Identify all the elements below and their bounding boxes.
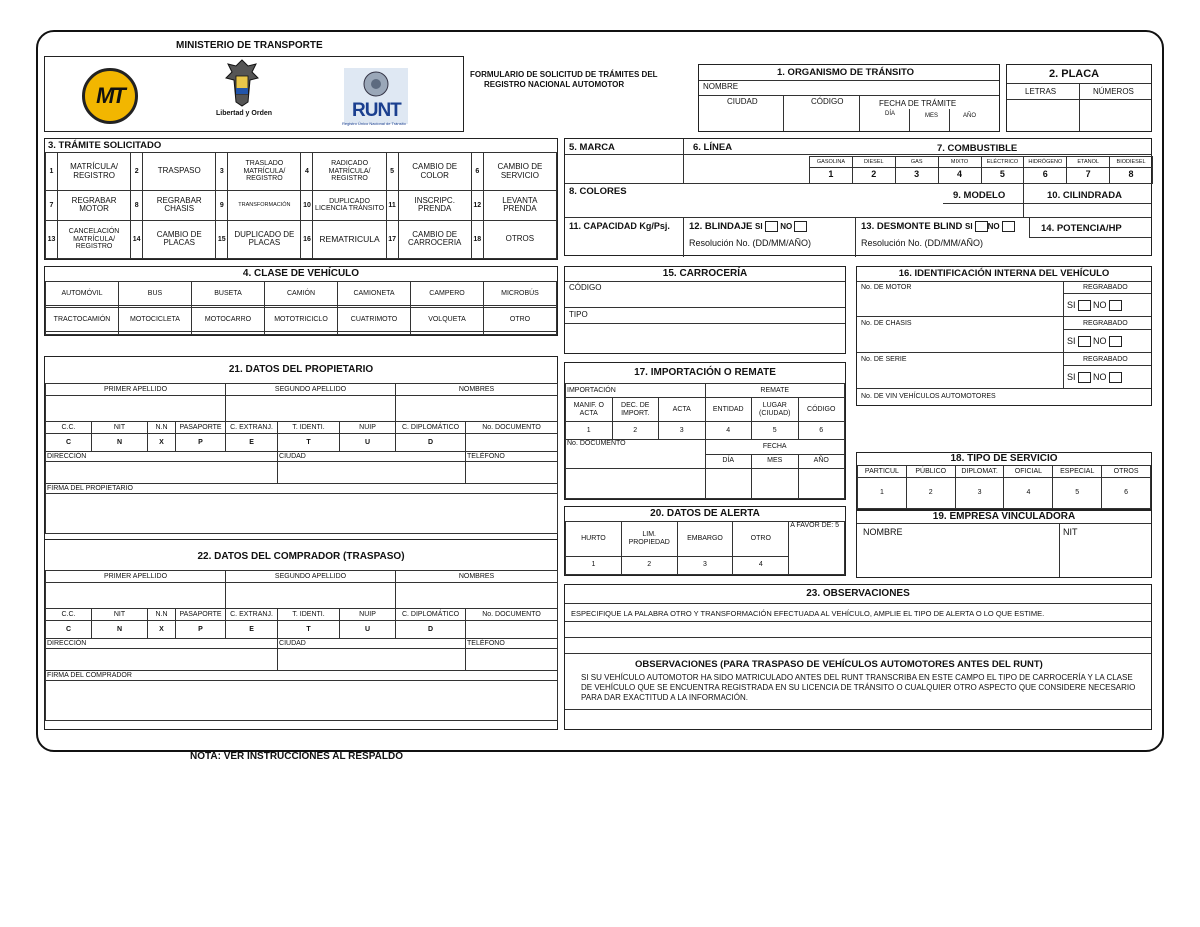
clase-cell[interactable]: [338, 332, 411, 335]
regrabado-options: SI NO: [1067, 372, 1122, 383]
observaciones-section: [564, 584, 1152, 730]
alerta-option[interactable]: 1: [566, 556, 622, 574]
tramite-option-label: CAMBIO DE PLACAS: [143, 220, 216, 258]
tramite-option-label: DUPLICADO DE PLACAS: [228, 220, 301, 258]
tramite-section: [44, 138, 558, 260]
doc-type-option[interactable]: E: [226, 434, 278, 452]
placa-section: [1006, 64, 1152, 132]
potencia-title: 14. POTENCIA/HP: [1041, 223, 1122, 234]
ident-label: No. DE SERIE: [861, 356, 907, 363]
clase-option[interactable]: CAMIONETA: [338, 282, 411, 306]
tramite-option-num[interactable]: 1: [46, 153, 58, 191]
clase-option[interactable]: CAMIÓN: [265, 282, 338, 306]
organismo-nombre-label: NOMBRE: [703, 82, 739, 91]
desmonte-no-checkbox[interactable]: [1002, 221, 1015, 232]
name-input-cell[interactable]: [396, 396, 558, 422]
importacion-option[interactable]: 6: [798, 422, 845, 440]
servicio-section: [856, 452, 1152, 510]
doc-number-cell[interactable]: [466, 621, 558, 639]
tramite-option-num[interactable]: 16: [301, 220, 313, 258]
regrabado-si-checkbox[interactable]: [1078, 300, 1091, 311]
tramite-option-num[interactable]: 15: [216, 220, 228, 258]
observaciones-instruccion: ESPECIFIQUE LA PALABRA OTRO Y TRANSFORMACIÓN EFECTUADA AL VEHÍCULO, AMPLIE EL TIPO DE ALERTA O LO QUE ESTIME.: [571, 609, 1045, 618]
alerta-title: 20. DATOS DE ALERTA: [565, 507, 845, 522]
observaciones-traspaso-text: SI SU VEHÍCULO AUTOMOTOR HA SIDO MATRICULADO ANTES DEL RUNT TRANSCRIBA EN ESTE CAMPO EL TIPO DE CARROCERÍA Y LA CLASE DE VEHÍCULO QUE SE ENCUENTRA REGISTRADA EN SU LICENCIA DE TRÁNSITO O CUALQUIER OTRO ASPECTO QUE CONSIDERE NECESARIO PARA DAR EXACTITUD A LA INFORMACIÓN.: [581, 673, 1136, 702]
clase-option[interactable]: VOLQUETA: [411, 308, 484, 332]
clase-cell[interactable]: [46, 332, 119, 335]
name-input-cell[interactable]: [226, 583, 396, 609]
servicio-type: OTROS: [1102, 466, 1151, 478]
doc-type-label: PASAPORTE: [176, 609, 226, 621]
combustible-option[interactable]: 3: [895, 167, 938, 183]
tramite-option-num[interactable]: 8: [131, 191, 143, 221]
combustible-option[interactable]: 7: [1067, 167, 1110, 183]
doc-type-label: C. DIPLOMÁTICO: [396, 609, 466, 621]
regrabado-label: REGRABADO: [1083, 356, 1128, 363]
clase-title: 4. CLASE DE VEHÍCULO: [45, 267, 557, 282]
doc-type-option[interactable]: X: [148, 434, 176, 452]
ident-label: No. DE CHASIS: [861, 320, 912, 327]
name-input-cell[interactable]: [226, 396, 396, 422]
clase-option[interactable]: MOTOCARRO: [192, 308, 265, 332]
doc-type-label: C. EXTRANJ.: [226, 609, 278, 621]
vehicle-specs-section: [564, 138, 1152, 256]
tramite-option-label: CANCELACIÓN MATRÍCULA/ REGISTRO: [58, 220, 131, 258]
tramite-option-num[interactable]: 13: [46, 220, 58, 258]
tramite-option-num[interactable]: 2: [131, 153, 143, 191]
alerta-type: OTRO: [733, 522, 789, 557]
clase-option[interactable]: MOTOTRICICLO: [265, 308, 338, 332]
combustible-title: 7. COMBUSTIBLE: [937, 143, 1018, 154]
regrabado-si-checkbox[interactable]: [1078, 336, 1091, 347]
doc-type-label: N.N: [148, 609, 176, 621]
alerta-type: LIM. PROPIEDAD: [621, 522, 677, 557]
blindaje-si-checkbox[interactable]: [765, 221, 778, 232]
identificacion-title: 16. IDENTIFICACIÓN INTERNA DEL VEHÍCULO: [857, 267, 1151, 282]
desmonte-si-checkbox[interactable]: [975, 221, 988, 232]
servicio-option[interactable]: 5: [1053, 478, 1102, 509]
doc-type-label: C. DIPLOMÁTICO: [396, 422, 466, 434]
servicio-type: OFICIAL: [1004, 466, 1053, 478]
clase-option[interactable]: CAMPERO: [411, 282, 484, 306]
importacion-title: 17. IMPORTACIÓN O REMATE: [565, 363, 845, 384]
colores-title: 8. COLORES: [569, 186, 627, 197]
tramite-option-num[interactable]: 14: [131, 220, 143, 258]
importacion-col-label: MANIF. O ACTA: [566, 398, 613, 422]
importacion-col-label: LUGAR (CIUDAD): [752, 398, 799, 422]
regrabado-no-checkbox[interactable]: [1109, 336, 1122, 347]
importacion-col-label: ACTA: [659, 398, 706, 422]
form-title-line2: REGISTRO NACIONAL AUTOMOTOR: [484, 80, 625, 89]
organismo-fecha-label: FECHA DE TRÁMITE: [879, 99, 957, 108]
tramite-option-num[interactable]: 4: [301, 153, 313, 191]
clase-option[interactable]: AUTOMÓVIL: [46, 282, 119, 306]
regrabado-no-checkbox[interactable]: [1109, 372, 1122, 383]
empresa-nit-label: NIT: [1063, 527, 1078, 537]
importacion-option[interactable]: 3: [659, 422, 706, 440]
tramite-option-label: REGRABAR MOTOR: [58, 191, 131, 221]
tramite-option-num[interactable]: 7: [46, 191, 58, 221]
doc-type-option[interactable]: X: [148, 621, 176, 639]
marca-title: 5. MARCA: [569, 142, 615, 153]
alerta-option[interactable]: 4: [733, 556, 789, 574]
tramite-option-label: TRANSFORMACIÓN: [228, 191, 301, 221]
regrabado-options: SI NO: [1067, 300, 1122, 311]
combustible-box: [809, 139, 1153, 183]
ministry-title: MINISTERIO DE TRANSPORTE: [176, 40, 323, 51]
direccion-label: DIRECCIÓN: [46, 452, 278, 462]
clase-cell[interactable]: [411, 332, 484, 335]
clase-cell[interactable]: [265, 332, 338, 335]
doc-type-label: No. DOCUMENTO: [466, 422, 558, 434]
doc-type-option[interactable]: P: [176, 434, 226, 452]
servicio-option[interactable]: 3: [955, 478, 1004, 509]
carroceria-tipo-label: TIPO: [569, 310, 588, 319]
tramite-option-label: REGRABAR CHASIS: [143, 191, 216, 221]
doc-type-option[interactable]: P: [176, 621, 226, 639]
runt-caption: Registro Único Nacional de Tránsito: [342, 121, 406, 126]
doc-type-option[interactable]: T: [278, 621, 340, 639]
doc-type-option[interactable]: U: [340, 621, 396, 639]
tramite-option-label: INSCRIPC. PRENDA: [398, 191, 471, 221]
combustible-option[interactable]: 8: [1110, 167, 1153, 183]
carroceria-codigo-label: CÓDIGO: [569, 283, 602, 292]
importacion-option[interactable]: 2: [612, 422, 659, 440]
comprador-section: [44, 540, 558, 730]
modelo-title: 9. MODELO: [953, 190, 1006, 201]
organismo-section: [698, 64, 1000, 132]
organismo-ciudad-label: CIUDAD: [727, 97, 758, 106]
combustible-type: GAS: [895, 157, 938, 168]
importacion-col-label: DEC. DE IMPORT.: [612, 398, 659, 422]
importacion-section: [564, 362, 846, 500]
importacion-option[interactable]: 1: [566, 422, 613, 440]
combustible-option[interactable]: 2: [852, 167, 895, 183]
coat-of-arms-icon: [222, 58, 262, 108]
doc-type-option[interactable]: N: [92, 621, 148, 639]
address-input-cell[interactable]: [46, 462, 278, 484]
servicio-type: PÚBLICO: [906, 466, 955, 478]
tramite-option-label: CAMBIO DE SERVICIO: [483, 153, 556, 191]
servicio-table: [857, 465, 1151, 509]
fecha-dia-label: DÍA: [885, 111, 896, 117]
tramite-option-num[interactable]: 17: [386, 220, 398, 258]
tramite-table: [45, 152, 557, 259]
doc-type-option[interactable]: N: [92, 434, 148, 452]
capacidad-title: 11. CAPACIDAD Kg/Psj.: [569, 221, 670, 231]
placa-letras-label: LETRAS: [1025, 87, 1057, 96]
servicio-option[interactable]: 1: [858, 478, 907, 509]
tramite-option-label: DUPLICADO LICENCIA TRÁNSITO: [313, 191, 386, 221]
importacion-table: IMPORTACIÓN REMATE MANIF. O ACTA DEC. DE IMPORT. ACTA ENTIDAD LUGAR (CIUDAD) CÓDIGO 1 2 3 4 5 6 No. DOCUMENTO FECHA DÍA MES AÑO: [565, 383, 845, 499]
servicio-option[interactable]: 2: [906, 478, 955, 509]
clase-option[interactable]: BUS: [119, 282, 192, 306]
mt-logo-icon: MT: [82, 68, 138, 124]
servicio-title: 18. TIPO DE SERVICIO: [857, 453, 1151, 466]
firma-label: FIRMA DEL COMPRADOR: [46, 671, 558, 681]
address-input-cell[interactable]: [46, 649, 278, 671]
firma-area[interactable]: [46, 494, 558, 534]
tramite-option-label: OTROS: [483, 220, 556, 258]
doc-type-label: NIT: [92, 422, 148, 434]
doc-type-label: No. DOCUMENTO: [466, 609, 558, 621]
blindaje-no-checkbox[interactable]: [794, 221, 807, 232]
alerta-option[interactable]: 2: [621, 556, 677, 574]
clase-option[interactable]: CUATRIMOTO: [338, 308, 411, 332]
firma-label: FIRMA DEL PROPIETARIO: [46, 484, 558, 494]
clase-section: [44, 266, 558, 336]
address-input-cell[interactable]: [466, 649, 558, 671]
tramite-option-num[interactable]: 6: [471, 153, 483, 191]
tramite-option-label: RADICADO MATRÍCULA/ REGISTRO: [313, 153, 386, 191]
desmonte-title: 13. DESMONTE BLIND SI NO: [861, 221, 1015, 232]
doc-number-cell[interactable]: [466, 434, 558, 452]
placa-title: 2. PLACA: [1049, 68, 1100, 80]
combustible-table: [809, 156, 1153, 184]
telefono-label: TELÉFONO: [466, 639, 558, 649]
doc-type-option[interactable]: C: [46, 621, 92, 639]
clase-table: [45, 281, 557, 335]
doc-type-label: N.N: [148, 422, 176, 434]
carroceria-title: 15. CARROCERÍA: [565, 267, 845, 282]
tramite-option-num[interactable]: 10: [301, 191, 313, 221]
tramite-option-label: TRASLADO MATRÍCULA/ REGISTRO: [228, 153, 301, 191]
clase-option[interactable]: BUSETA: [192, 282, 265, 306]
doc-type-label: PASAPORTE: [176, 422, 226, 434]
name-input-cell[interactable]: [46, 583, 226, 609]
tramite-option-label: REMATRICULA: [313, 220, 386, 258]
regrabado-si-checkbox[interactable]: [1078, 372, 1091, 383]
doc-type-option[interactable]: C: [46, 434, 92, 452]
doc-type-label: NUIP: [340, 609, 396, 621]
tramite-option-num[interactable]: 5: [386, 153, 398, 191]
doc-type-label: C. EXTRANJ.: [226, 422, 278, 434]
tramite-option-num[interactable]: 12: [471, 191, 483, 221]
name-input-cell[interactable]: [46, 396, 226, 422]
direccion-label: DIRECCIÓN: [46, 639, 278, 649]
placa-numeros-label: NÚMEROS: [1093, 87, 1134, 96]
importacion-col-label: ENTIDAD: [705, 398, 752, 422]
combustible-option[interactable]: 4: [938, 167, 981, 183]
regrabado-label: REGRABADO: [1083, 320, 1128, 327]
alerta-section: [564, 506, 846, 576]
organismo-codigo-label: CÓDIGO: [811, 97, 844, 106]
ciudad-label: CIUDAD: [278, 639, 466, 649]
telefono-label: TELÉFONO: [466, 452, 558, 462]
tramite-title: 3. TRÁMITE SOLICITADO: [48, 140, 162, 151]
importacion-col-label: CÓDIGO: [798, 398, 845, 422]
observaciones-traspaso-title: OBSERVACIONES (PARA TRASPASO DE VEHÍCULOS AUTOMOTORES ANTES DEL RUNT): [635, 659, 1043, 670]
combustible-type: GASOLINA: [810, 157, 853, 168]
ciudad-label: CIUDAD: [278, 452, 466, 462]
tramite-option-label: CAMBIO DE CARROCERIA: [398, 220, 471, 258]
address-input-cell[interactable]: [466, 462, 558, 484]
doc-type-option[interactable]: U: [340, 434, 396, 452]
carroceria-section: [564, 266, 846, 354]
nota-instrucciones: NOTA: VER INSTRUCCIONES AL RESPALDO: [190, 751, 403, 762]
fecha-mes-label: MES: [925, 113, 939, 119]
cilindrada-title: 10. CILINDRADA: [1047, 190, 1122, 201]
primer-apellido-label: PRIMER APELLIDO: [46, 571, 226, 583]
combustible-type: ELÉCTRICO: [981, 157, 1024, 168]
clase-cell[interactable]: [192, 332, 265, 335]
runt-logo-text: RUNT: [352, 100, 401, 121]
tramite-option-num[interactable]: 11: [386, 191, 398, 221]
segundo-apellido-label: SEGUNDO APELLIDO: [226, 384, 396, 396]
firma-area[interactable]: [46, 681, 558, 721]
regrabado-label: REGRABADO: [1083, 284, 1128, 291]
combustible-type: ETANOL: [1067, 157, 1110, 168]
tramite-option-num[interactable]: 3: [216, 153, 228, 191]
regrabado-no-checkbox[interactable]: [1109, 300, 1122, 311]
clase-option[interactable]: TRACTOCAMIÓN: [46, 308, 119, 332]
servicio-type: ESPECIAL: [1053, 466, 1102, 478]
tramite-option-num[interactable]: 9: [216, 191, 228, 221]
alerta-favor-label[interactable]: A FAVOR DE: 5: [789, 522, 845, 575]
doc-type-option[interactable]: T: [278, 434, 340, 452]
servicio-option[interactable]: 4: [1004, 478, 1053, 509]
name-input-cell[interactable]: [396, 583, 558, 609]
combustible-type: HIDRÓGENO: [1024, 157, 1067, 168]
doc-type-label: T. IDENTI.: [278, 422, 340, 434]
ident-vin-label: No. DE VIN VEHÍCULOS AUTOMOTORES: [861, 393, 996, 400]
tramite-option-label: MATRÍCULA/ REGISTRO: [58, 153, 131, 191]
doc-type-label: NIT: [92, 609, 148, 621]
ident-label: No. DE MOTOR: [861, 284, 912, 291]
address-input-cell[interactable]: [278, 649, 466, 671]
combustible-option[interactable]: 1: [810, 167, 853, 183]
address-input-cell[interactable]: [278, 462, 466, 484]
alerta-option[interactable]: 3: [677, 556, 733, 574]
doc-type-option[interactable]: E: [226, 621, 278, 639]
doc-type-label: NUIP: [340, 422, 396, 434]
combustible-type: MIXTO: [938, 157, 981, 168]
regrabado-options: SI NO: [1067, 336, 1122, 347]
clase-option[interactable]: OTRO: [484, 308, 557, 332]
coat-caption: Libertad y Orden: [216, 110, 273, 117]
doc-type-option[interactable]: D: [396, 621, 466, 639]
empresa-section: [856, 510, 1152, 578]
doc-type-option[interactable]: D: [396, 434, 466, 452]
primer-apellido-label: PRIMER APELLIDO: [46, 384, 226, 396]
blindaje-title: 12. BLINDAJE SI NO: [689, 221, 807, 232]
propietario-section: [44, 356, 558, 540]
importacion-option[interactable]: 4: [705, 422, 752, 440]
empresa-title: 19. EMPRESA VINCULADORA: [857, 511, 1151, 524]
tramite-option-label: TRASPASO: [143, 153, 216, 191]
combustible-type: BIODIESEL: [1110, 157, 1153, 168]
alerta-type: EMBARGO: [677, 522, 733, 557]
empresa-nombre-label: NOMBRE: [863, 527, 903, 537]
combustible-type: DIESEL: [852, 157, 895, 168]
importacion-option[interactable]: 5: [752, 422, 799, 440]
segundo-apellido-label: SEGUNDO APELLIDO: [226, 571, 396, 583]
combustible-option[interactable]: 5: [981, 167, 1024, 183]
alerta-type: HURTO: [566, 522, 622, 557]
doc-type-label: C.C.: [46, 422, 92, 434]
observaciones-title: 23. OBSERVACIONES: [565, 585, 1151, 604]
servicio-type: PARTICUL: [858, 466, 907, 478]
combustible-option[interactable]: 6: [1024, 167, 1067, 183]
clase-cell[interactable]: [484, 332, 557, 335]
linea-title: 6. LÍNEA: [693, 142, 733, 153]
nombres-label: NOMBRES: [396, 384, 558, 396]
propietario-title: 21. DATOS DEL PROPIETARIO: [228, 364, 374, 375]
desmonte-resolucion-label: Resolución No. (DD/MM/AÑO): [861, 238, 984, 248]
servicio-type: DIPLOMAT.: [955, 466, 1004, 478]
tramite-option-label: LEVANTA PRENDA: [483, 191, 556, 221]
doc-type-label: T. IDENTI.: [278, 609, 340, 621]
clase-cell[interactable]: [119, 332, 192, 335]
doc-type-label: C.C.: [46, 609, 92, 621]
form-title-line1: FORMULARIO DE SOLICITUD DE TRÁMITES DEL: [470, 70, 658, 79]
alerta-table: [565, 521, 845, 575]
clase-option[interactable]: MOTOCICLETA: [119, 308, 192, 332]
blindaje-resolucion-label: Resolución No. (DD/MM/AÑO): [689, 238, 812, 248]
nombres-label: NOMBRES: [396, 571, 558, 583]
servicio-option[interactable]: 6: [1102, 478, 1151, 509]
organismo-title: 1. ORGANISMO DE TRÁNSITO: [777, 67, 915, 78]
identificacion-section: [856, 266, 1152, 406]
clase-option[interactable]: MICROBÚS: [484, 282, 557, 306]
comprador-title: 22. DATOS DEL COMPRADOR (TRASPASO): [197, 551, 405, 562]
tramite-option-label: CAMBIO DE COLOR: [398, 153, 471, 191]
tramite-option-num[interactable]: 18: [471, 220, 483, 258]
fecha-ano-label: AÑO: [963, 113, 977, 119]
